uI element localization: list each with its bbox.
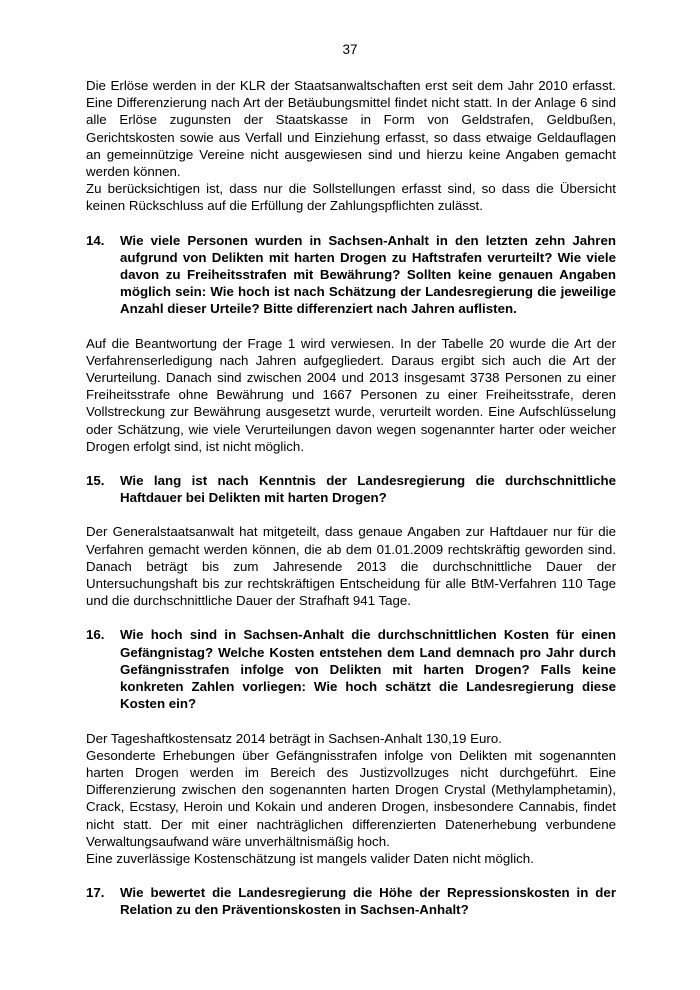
page-number: 37 bbox=[342, 42, 358, 57]
question-16-number: 16. bbox=[86, 627, 105, 643]
intro-paragraph-1: Die Erlöse werden in der KLR der Staatsanwaltschaften erst seit dem Jahr 2010 erfasst. Eine Differenzierung nach Art der Betäubungsmittel findet nicht statt. In der Anlage 6 sind alle Erlöse zugunsten der Staatskasse in Form von Geldstrafen, Geldbußen, Gerichtskosten sowie aus Verfall und Einziehung erfasst, so dass etwaige Geldauflagen an gemeinnützige Vereine nicht ausgewiesen sind und hierzu keine Angaben gemacht werden können. bbox=[86, 78, 616, 180]
intro-paragraph-2: Zu berücksichtigen ist, dass nur die Sollstellungen erfasst sind, so dass die Übersicht keinen Rückschluss auf die Erfüllung der Zahlungspflichten zulässt. bbox=[86, 181, 616, 214]
question-14 bbox=[86, 232, 616, 318]
question-14-number: 14. bbox=[86, 232, 105, 248]
question-16 bbox=[86, 626, 616, 712]
question-16-text: Wie hoch sind in Sachsen-Anhalt die durchschnittlichen Kosten für einen Gefängnistag? Welche Kosten entstehen dem Land demnach pro Jahr durch Gefängnisstrafen infolge von Delikten mit harten Drogen? Falls keine konkreten Zahlen vorliegen: Wie hoch schätzt die Landesregierung diese Kosten ein? bbox=[120, 627, 616, 712]
answer-16-paragraph-3: Eine zuverlässige Kostenschätzung ist mangels valider Daten nicht möglich. bbox=[86, 850, 534, 866]
question-15-text: Wie lang ist nach Kenntnis der Landesregierung die durchschnittliche Haftdauer bei Delikten mit harten Drogen? bbox=[120, 473, 616, 506]
answer-16-paragraph-1: Der Tageshaftkostensatz 2014 beträgt in Sachsen-Anhalt 130,19 Euro. bbox=[86, 730, 502, 746]
question-17 bbox=[86, 884, 616, 918]
question-14-text: Wie viele Personen wurden in Sachsen-Anhalt in den letzten zehn Jahren aufgrund von Delikten mit harten Drogen zu Haftstrafen verurteilt? Wie viele davon zu Freiheitsstrafen mit Bewährung? Sollten keine genauen Angaben möglich sein: Wie hoch ist nach Schätzung der Landesregierung die jeweilige Anzahl dieser Urteile? Bitte differenziert nach Jahren auflisten. bbox=[120, 232, 616, 317]
question-17-text: Wie bewertet die Landesregierung die Höhe der Repressionskosten in der Relation zu den Präventionskosten in Sachsen-Anhalt? bbox=[120, 885, 616, 918]
question-15-number: 15. bbox=[86, 473, 105, 489]
answer-14: Auf die Beantwortung der Frage 1 wird verwiesen. In der Tabelle 20 wurde die Art der Verfahrenserledigung nach Jahren aufgegliedert. Daraus ergibt sich auch die Art der Verurteilung. Danach sind zwischen 2004 und 2013 insgesamt 3738 Personen zu einer Freiheitsstrafe ohne Bewährung und 1667 Personen zu einer Freiheitsstrafe, deren Vollstreckung zur Bewährung ausgesetzt wurde, verurteilt worden. Eine Aufschlüsselung oder Schätzung, wie viele Verurteilungen davon wegen sogenannter harter oder weicher Drogen erfolgt sind, ist nicht möglich. bbox=[86, 335, 616, 454]
answer-15: Der Generalstaatsanwalt hat mitgeteilt, dass genaue Angaben zur Haftdauer nur für die Verfahren gemacht werden können, die ab dem 01.01.2009 rechtskräftig geworden sind. Danach beträgt bis zum Jahresende 2013 die durchschnittliche Dauer der Untersuchungshaft bis zur rechtskräftigen Entscheidung für alle BtM-Verfahren 110 Tage und die durchschnittliche Dauer der Strafhaft 941 Tage. bbox=[86, 524, 616, 609]
question-15 bbox=[86, 472, 616, 506]
document-body bbox=[86, 77, 616, 919]
question-17-number: 17. bbox=[86, 885, 105, 901]
answer-16-paragraph-2: Gesonderte Erhebungen über Gefängnisstrafen infolge von Delikten mit sogenannten harten Drogen werden im Bereich des Justizvollzuges nicht durchgeführt. Eine Differenzierung zwischen den sogenannten harten Drogen Crystal (Methylamphetamin), Crack, Ecstasy, Heroin und Kokain und anderen Drogen, insbesondere Cannabis, findet nicht statt. Der mit einer nachträglichen differenzierten Datenerhebung verbundene Verwaltungsaufwand wäre unverhältnismäßig hoch. bbox=[86, 747, 616, 849]
